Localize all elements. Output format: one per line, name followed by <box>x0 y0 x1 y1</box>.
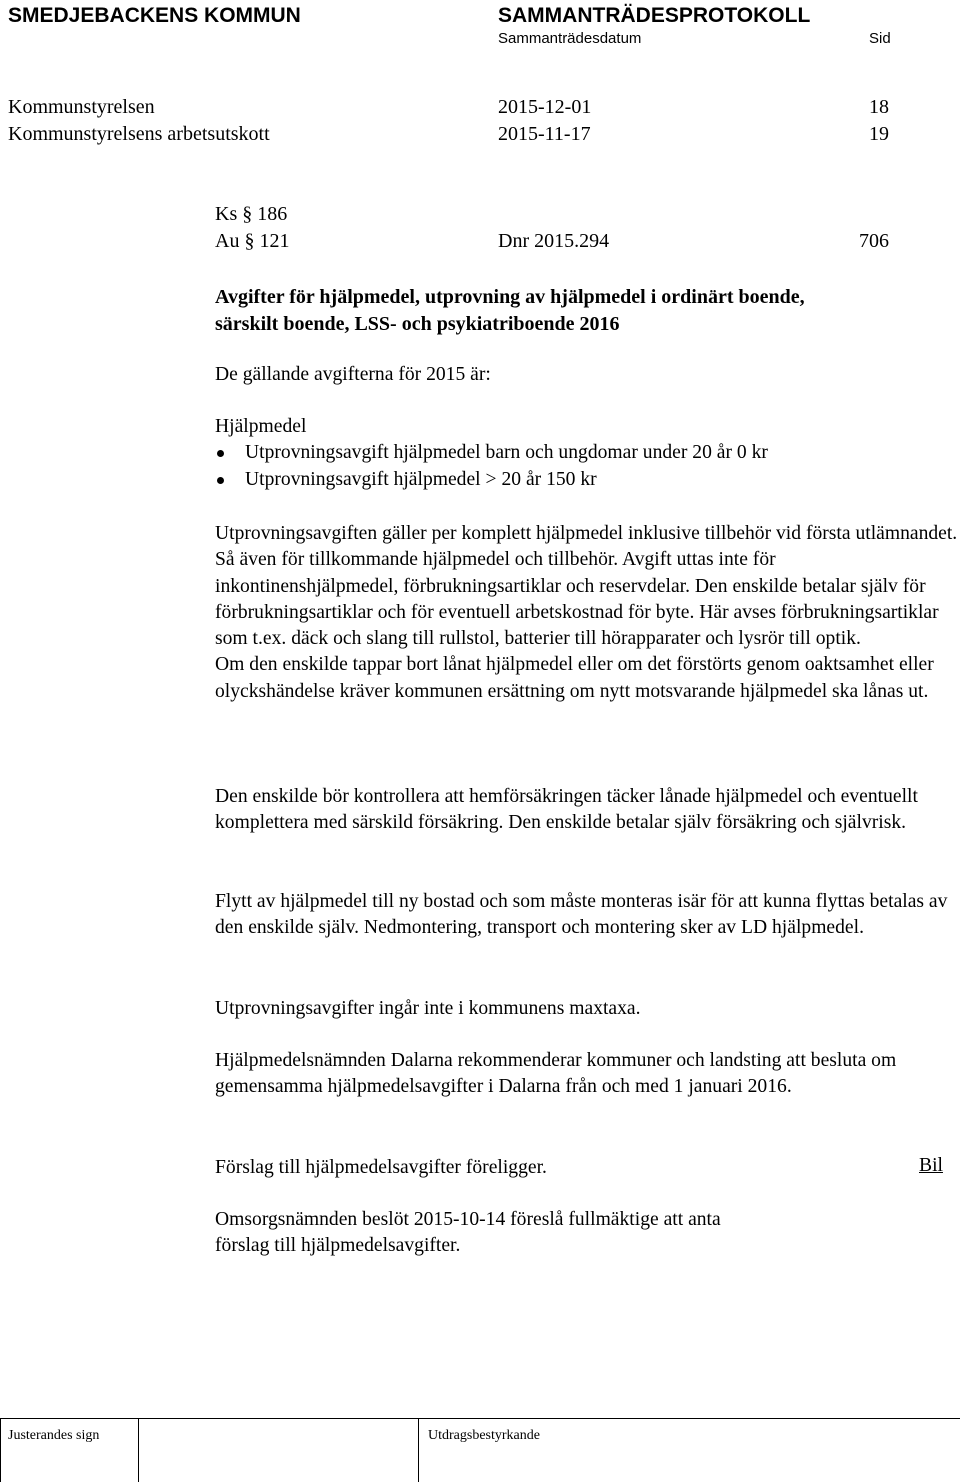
item-title-line: Avgifter för hjälpmedel, utprovning av hjälpmedel i ordinärt boende, <box>215 286 805 308</box>
meeting-page: 19 <box>869 123 889 145</box>
body-paragraph: Utprovningsavgiften gäller per komplett hjälpmedel inklusive tillbehör vid första utlämnandet. Så även för tillkommande hjälpmedel och tillbehör. Avgift uttas inte för inkontinenshjälpmedel, förbrukningsartiklar och reservdelar. Den enskilde betalar själv för förbrukningsartiklar och för eventuell arbetskostnad för byte. Här avses förbrukningsartiklar som t.ex. däck och slang till rullstol, batterier till hörapparater och lysrör till optik. Om den enskilde tappar bort lånat hjälpmedel eller om det förstörts genom oaktsamhet eller olyckshändelse kräver kommunen ersättning om nytt motsvarande hjälpmedel ska lånas ut. <box>215 523 958 702</box>
footer-left-border <box>0 1418 1 1482</box>
diary-number: Dnr 2015.294 <box>498 230 610 252</box>
au-paragraph-ref: Au § 121 <box>215 230 290 252</box>
signature-label: Justerandes sign <box>8 1428 100 1443</box>
meeting-body: Kommunstyrelsen <box>8 96 155 118</box>
classification-code: 706 <box>859 230 889 252</box>
intro-text: De gällande avgifterna för 2015 är: <box>215 364 491 385</box>
body-paragraph: Utprovningsavgifter ingår inte i kommunens maxtaxa. <box>215 998 641 1019</box>
excerpt-certification-label: Utdragsbestyrkande <box>428 1428 540 1443</box>
item-title-line: särskilt boende, LSS- och psykiatriboende 2016 <box>215 312 620 335</box>
body-paragraph: Den enskilde bör kontrollera att hemförsäkringen täcker lånade hjälpmedel och eventuellt komplettera med särskild försäkring. Den enskilde betalar själv försäkring och självrisk. <box>215 786 918 834</box>
meeting-date: 2015-11-17 <box>498 123 591 145</box>
list-item: Utprovningsavgift hjälpmedel > 20 år 150 kr <box>215 467 960 493</box>
meeting-body: Kommunstyrelsens arbetsutskott <box>8 123 270 145</box>
date-column-label: Sammanträdesdatum <box>498 30 642 47</box>
bullet-icon <box>217 477 224 484</box>
fees-list <box>215 440 960 493</box>
body-paragraph: Hjälpmedelsnämnden Dalarna rekommenderar kommuner och landsting att besluta om gemensamma hjälpmedelsavgifter i Dalarna från och med 1 januari 2016. <box>215 1050 897 1098</box>
ks-paragraph-ref: Ks § 186 <box>215 203 288 225</box>
organization-name: SMEDJEBACKENS KOMMUN <box>8 4 301 27</box>
fees-list-heading: Hjälpmedel <box>215 416 307 437</box>
footer-divider <box>138 1418 139 1482</box>
item-title <box>215 284 805 337</box>
meeting-date: 2015-12-01 <box>498 96 592 118</box>
meeting-page: 18 <box>869 96 889 118</box>
bullet-icon <box>217 450 224 457</box>
list-item: Utprovningsavgift hjälpmedel barn och ungdomar under 20 år 0 kr <box>215 440 960 466</box>
attachment-link[interactable]: Bil <box>919 1155 943 1176</box>
footer-divider <box>418 1418 419 1482</box>
page-column-label: Sid <box>869 30 891 47</box>
body-paragraph: Förslag till hjälpmedelsavgifter föreligger. <box>215 1157 547 1178</box>
body-paragraph: Omsorgsnämnden beslöt 2015-10-14 föreslå fullmäktige att anta förslag till hjälpmedelsavgifter. <box>215 1209 721 1257</box>
document-type: SAMMANTRÄDESPROTOKOLL <box>498 4 811 27</box>
body-paragraph: Flytt av hjälpmedel till ny bostad och som måste monteras isär för att kunna flyttas betalas av den enskilde själv. Nedmontering, transport och montering sker av LD hjälpmedel. <box>215 891 948 939</box>
footer-top-border <box>0 1418 960 1419</box>
fees-list-block <box>215 414 960 493</box>
